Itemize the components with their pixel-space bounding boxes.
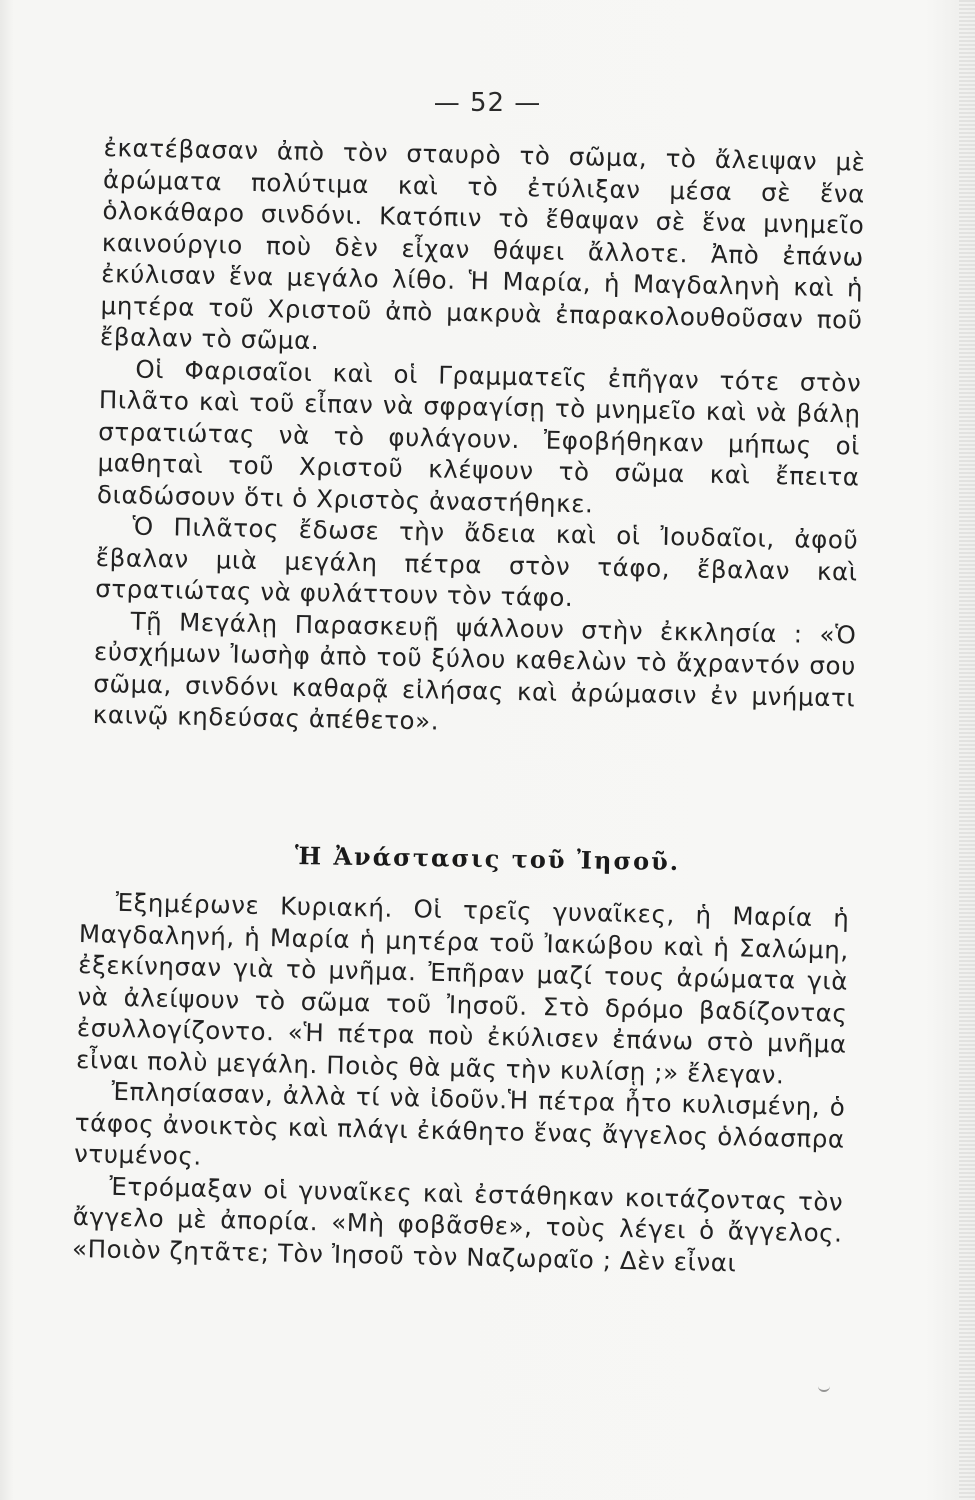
paragraph: Οἱ Φαρισαῖοι καὶ οἱ Γραμματεῖς ἐπῆγαν τότε στὸν Πιλᾶτο καὶ τοῦ εἶπαν νὰ σφραγίσῃ τὸ μνημεῖο καὶ νὰ βάλῃ στρατιώτας νὰ τὸ φυλάγουν. Ἐφοβήθηκαν μήπως οἱ μαθηταὶ τοῦ Χριστοῦ κλέψουν τὸ σῶμα καὶ ἔπειτα διαδώσουν ὅτι ὁ Χριστὸς ἀναστήθηκε. <box>96 354 862 518</box>
paragraph: Τῇ Μεγάλῃ Παρασκευῇ ψάλλουν στὴν ἐκκλησία : «Ὁ εὐσχήμων Ἰωσὴφ ἀπὸ τοῦ ξύλου καθελὼν τὸ ἄχραντόν σου σῶμα, σινδόνι καθαρᾷ εἰλήσας καὶ ἀρώμασιν ἐν μνήματι καινῷ κηδεύσας ἀπέθετο». <box>92 606 857 736</box>
paragraph: Ἐτρόμαξαν οἱ γυναῖκες καὶ ἐστάθηκαν κοιτάζοντας τὸν ἄγγελο μὲ ἀπορία. «Μὴ φοβᾶσθε», τοὺς λέγει ὁ ἄγγελος. «Ποιὸν ζητᾶτε; Τὸν Ἰησοῦ τὸν Ναζωραῖο ; Δὲν εἶναι <box>71 1171 844 1277</box>
body-text-top <box>93 132 866 745</box>
paragraph: Ἐπλησίασαν, ἀλλὰ τί νὰ ἰδοῦν.Ἡ πέτρα ἦτο κυλισμένη, ὁ τάφος ἀνοικτὸς καὶ πλάγι ἐκάθητο ἕνας ἄγγελος ὁλόασπρα ντυμένος. <box>73 1076 846 1171</box>
page-edge <box>959 0 975 1500</box>
page-number: — 52 — <box>433 88 542 118</box>
section-heading: Ἡ Ἀνάστασις τοῦ Ἰησοῦ. <box>294 840 681 877</box>
paragraph: Ἐξημέρωνε Κυριακή. Οἱ τρεῖς γυναῖκες, ἡ Μαρία ἡ Μαγδαληνή, ἡ Μαρία ἡ μητέρα τοῦ Ἰακώβου καὶ ἡ Σαλώμη, ἐξεκίνησαν γιὰ τὸ μνῆμα. Ἐπῆραν μαζί τους ἀρώματα γιὰ νὰ ἀλείψουν τὸ σῶμα τοῦ Ἰησοῦ. Στὸ δρόμο βαδίζοντας ἐσυλλογίζοντο. «Ἡ πέτρα ποὺ ἐκύλισεν ἐπάνω στὸ μνῆμα εἶναι πολὺ μεγάλη. Ποιὸς θὰ μᾶς τὴν κυλίσῃ ;» ἔλεγαν. <box>75 887 850 1089</box>
paragraph: Ὁ Πιλᾶτος ἔδωσε τὴν ἄδεια καὶ οἱ Ἰουδαῖοι, ἀφοῦ ἔβαλαν μιὰ μεγάλη πέτρα στὸν τάφο, ἔβαλαν καὶ στρατιώτας νὰ φυλάττουν τὸν τάφο. <box>94 511 859 613</box>
print-mark <box>818 1384 830 1392</box>
body-text-bottom <box>72 886 850 1281</box>
paragraph: ἐκατέβασαν ἀπὸ τὸν σταυρὸ τὸ σῶμα, τὸ ἄλειψαν μὲ ἀρώματα πολύτιμα καὶ τὸ ἐτύλιξαν μέσα σὲ ἕνα ὁλοκάθαρο σινδόνι. Κατόπιν τὸ ἔθαψαν σὲ ἕνα μνημεῖο καινούργιο ποὺ δὲν εἶχαν θάψει ἄλλοτε. Ἀπὸ ἐπάνω ἐκύλισαν ἕνα μεγάλο λίθο. Ἡ Μαρία, ἡ Μαγδαληνὴ καὶ ἡ μητέρα τοῦ Χριστοῦ ἀπὸ μακρυὰ ἐπαρακολουθοῦσαν ποῦ ἔβαλαν τὸ σῶμα. <box>99 132 866 356</box>
